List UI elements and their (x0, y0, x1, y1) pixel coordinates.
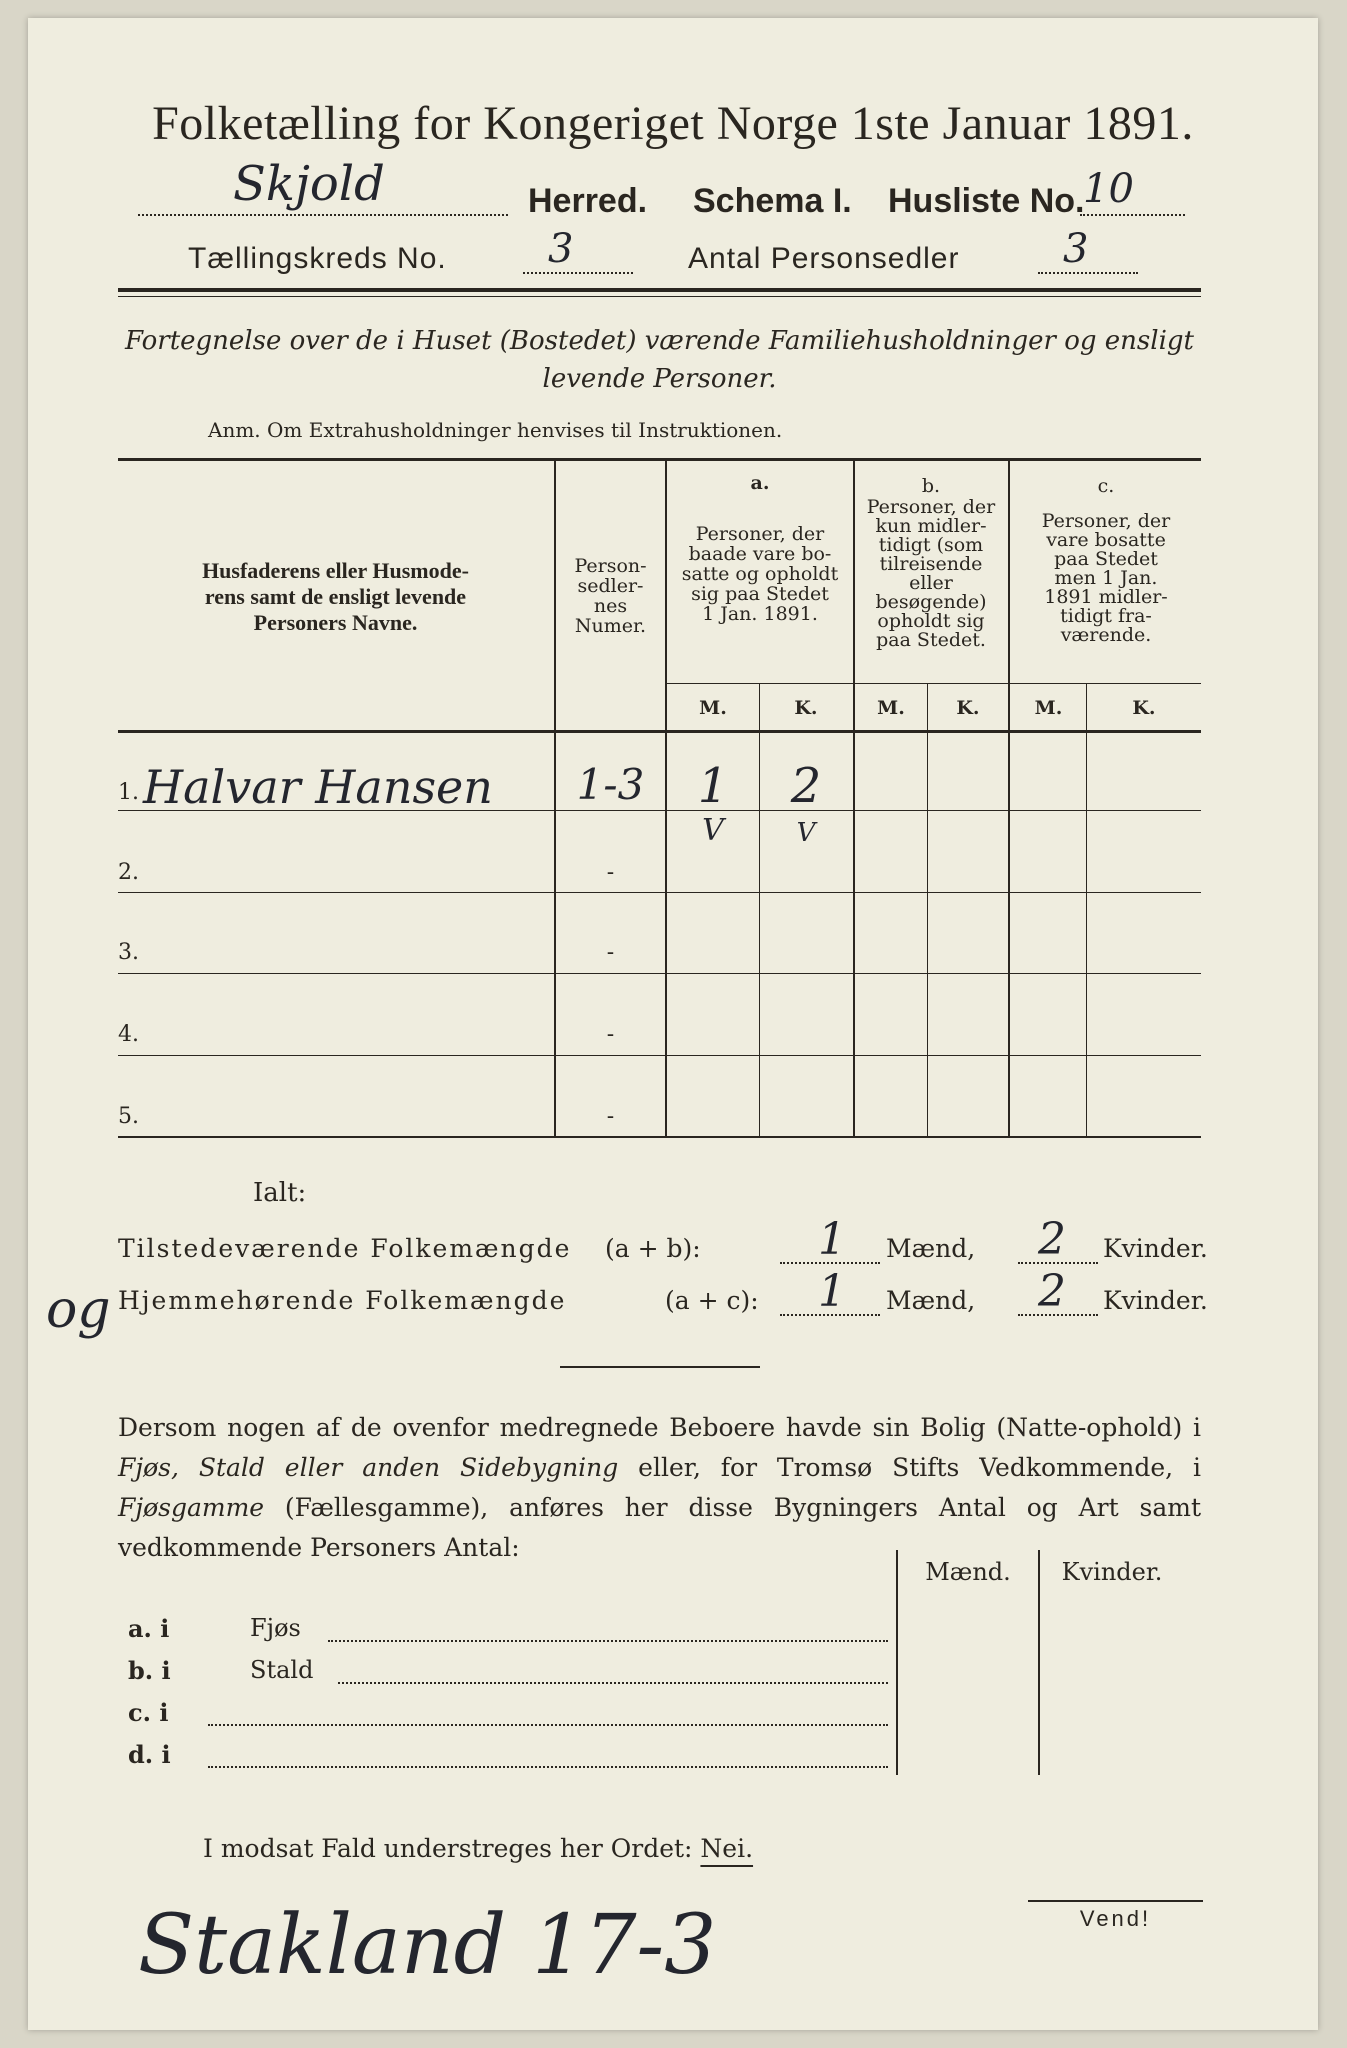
schema-label: Schema I. (693, 182, 852, 220)
nei-word: Nei. (700, 1834, 754, 1863)
intro-line-2: levende Personer. (542, 364, 777, 394)
outbuilding-c-line (208, 1706, 888, 1726)
c-header-line-1: Personer, der (1041, 510, 1171, 532)
outbuilding-c-letter: c. i (128, 1698, 169, 1727)
a-header-line-1: Personer, der (695, 523, 825, 545)
hjemme-label: Hjemmehørende Folkemængde (118, 1286, 567, 1315)
mk-subheader-rule (665, 683, 1201, 684)
row-1-a-m-value: 1 (697, 758, 729, 814)
num-header-line-3: nes (593, 595, 628, 617)
row-3-numer: - (606, 940, 615, 965)
table-bottom-rule (118, 1136, 1201, 1138)
row-rule-2 (118, 892, 1201, 893)
ialt-label: Ialt: (253, 1178, 307, 1208)
tilstede-kvinder-label: Kvinder. (1103, 1234, 1208, 1263)
hjemme-kvinder-label: Kvinder. (1103, 1286, 1208, 1315)
tilstede-kvinder-value: 2 (1038, 1214, 1066, 1265)
a-m-label: M. (699, 697, 727, 719)
outbuilding-a-label: Fjøs (250, 1614, 301, 1642)
row-number-3: 3. (118, 940, 139, 965)
b-k-label: K. (956, 697, 980, 719)
intro-text (118, 322, 1201, 398)
outbuilding-col-divider-2 (1038, 1550, 1040, 1775)
taellingskreds-number-handwritten: 3 (548, 226, 574, 272)
hjemme-maend-value: 1 (818, 1266, 846, 1317)
row-number-1: 1. (118, 780, 139, 805)
tilstede-maend-label: Mænd, (886, 1234, 976, 1263)
row-1-personsedler-numbers: 1-3 (576, 760, 645, 809)
row-rule-3 (118, 973, 1201, 974)
husliste-label: Husliste No. (888, 182, 1085, 220)
row-1-a-k-value: 2 (790, 758, 822, 814)
row-5-numer: - (606, 1104, 615, 1129)
b-header-line-1: Personer, der (866, 496, 996, 518)
a-header-line-5: 1 Jan. 1891. (702, 603, 818, 625)
paragraph-part-2: Fjøs, Stald eller anden Sidebygning (118, 1453, 619, 1482)
stakland-handwritten: Stakland 17-3 (138, 1898, 717, 1993)
col-divider-4 (1008, 458, 1010, 1138)
b-header-line-7: opholdt sig (877, 610, 985, 632)
c-header-line-4: men 1 Jan. (1054, 567, 1158, 589)
num-header-line-2: sedler- (577, 575, 644, 597)
tilstede-label: Tilstedeværende Folkemængde (118, 1234, 572, 1263)
header-rule (118, 288, 1201, 292)
anm-note: Anm. Om Extrahusholdninger henvises til Instruktionen. (208, 418, 783, 442)
outbuilding-d-letter: d. i (128, 1740, 171, 1769)
a-header-line-4: sig paa Stedet (691, 583, 829, 605)
outbuilding-paragraph (118, 1408, 1201, 1568)
b-m-label: M. (877, 697, 905, 719)
vend-label: Vend! (1079, 1906, 1152, 1931)
outbuilding-maend-header: Mænd. (925, 1558, 1011, 1586)
paragraph-part-3: eller, for Tromsø Stifts Vedkommende, i (618, 1453, 1201, 1482)
margin-og-handwritten: og (46, 1280, 111, 1340)
names-column-header (123, 558, 548, 636)
taellingskreds-dotted-line (523, 246, 633, 274)
col-b-header (856, 498, 1006, 650)
a-header-line-2: baade vare bo- (688, 543, 832, 565)
names-header-line-1: Husfaderens eller Husmode- (202, 558, 469, 583)
col-divider-2 (665, 458, 667, 1138)
c-k-label: K. (1132, 697, 1156, 719)
header-rule-thin (118, 296, 1201, 297)
b-header-line-4: tilreisende (879, 553, 983, 575)
col-divider-b-mk (927, 683, 928, 1138)
outbuilding-b-line (338, 1664, 888, 1684)
c-header-line-3: paa Stedet (1054, 548, 1158, 570)
outbuilding-b-letter: b. i (128, 1656, 171, 1685)
outbuilding-kvinder-header: Kvinder. (1061, 1558, 1163, 1586)
paragraph-part-1: Dersom nogen af de ovenfor medregnede Beboere havde sin Bolig (Natte-ophold) i (118, 1413, 1201, 1442)
c-header-line-2: vare bosatte (1046, 529, 1166, 551)
row-2-numer: - (606, 860, 615, 885)
outbuilding-b-label: Stald (250, 1656, 314, 1684)
names-header-line-2: rens samt de ensligt levende (204, 584, 467, 609)
row-1-a-k-checkmark: V (796, 818, 816, 848)
personsedler-column-header (558, 556, 663, 636)
row-rule-4 (118, 1055, 1201, 1056)
husliste-number-handwritten: 10 (1083, 166, 1134, 212)
row-1-a-m-checkmark: V (702, 813, 724, 848)
col-a-letter: a. (750, 472, 770, 494)
names-header-line-3: Personers Navne. (253, 610, 418, 635)
census-form-page (28, 18, 1318, 2030)
intro-line-1: Fortegnelse over de i Huset (Bostedet) værende Familiehusholdninger og ensligt (125, 326, 1194, 356)
b-header-line-2: kun midler- (875, 515, 987, 537)
modsat-text: I modsat Fald understreges her Ordet: (203, 1834, 693, 1863)
b-header-line-3: tidigt (som (878, 534, 984, 556)
c-m-label: M. (1034, 697, 1063, 719)
paragraph-part-5: (Fællesgamme), anføres her disse Bygningers Antal og Art samt vedkommende Personers Antal: (118, 1493, 1201, 1562)
col-divider-c-mk (1086, 683, 1087, 1138)
col-divider-1 (554, 458, 556, 1138)
b-header-line-5: eller (909, 572, 953, 594)
c-header-line-5: 1891 midler- (1044, 586, 1168, 608)
taellingskreds-label: Tællingskreds No. (188, 242, 447, 275)
herred-label: Herred. (528, 182, 648, 220)
tilstede-maend-value: 1 (818, 1214, 846, 1265)
row-number-2: 2. (118, 860, 139, 885)
hjemme-kvinder-value: 2 (1038, 1266, 1066, 1317)
col-divider-3 (853, 458, 855, 1138)
col-a-header (668, 524, 852, 624)
num-header-line-1: Person- (574, 555, 647, 577)
outbuilding-col-divider-1 (896, 1550, 898, 1775)
personsedler-label: Antal Personsedler (688, 242, 960, 275)
num-header-line-4: Numer. (574, 615, 647, 637)
a-header-line-3: satte og opholdt (681, 563, 839, 585)
table-top-rule (118, 458, 1201, 461)
vend-rule (1028, 1900, 1203, 1902)
row-4-numer: - (606, 1022, 615, 1047)
tilstede-formula: (a + b): (605, 1234, 701, 1263)
outbuilding-d-line (208, 1748, 888, 1768)
paragraph-part-4: Fjøsgamme (118, 1493, 265, 1522)
col-b-letter: b. (921, 475, 941, 497)
row-number-4: 4. (118, 1022, 139, 1047)
hjemme-maend-label: Mænd, (886, 1286, 976, 1315)
col-divider-a-mk (759, 683, 760, 1138)
row-number-5: 5. (118, 1104, 139, 1129)
b-header-line-8: paa Stedet. (876, 629, 986, 651)
col-c-header (1012, 512, 1200, 645)
outbuilding-a-line (328, 1622, 888, 1642)
section-divider (560, 1366, 760, 1368)
row-1-name-handwritten: Halvar Hansen (143, 760, 493, 814)
c-header-line-7: værende. (1060, 624, 1152, 646)
c-header-line-6: tidigt fra- (1060, 605, 1152, 627)
form-title: Folketælling for Kongeriget Norge 1ste Januar 1891. (152, 97, 1194, 150)
table-header-bottom-rule (118, 730, 1201, 733)
col-c-letter: c. (1097, 475, 1115, 497)
personsedler-count-handwritten: 3 (1063, 226, 1089, 272)
hjemme-formula: (a + c): (665, 1286, 759, 1315)
b-header-line-6: besøgende) (875, 591, 987, 613)
modsat-fald-text (203, 1834, 753, 1863)
a-k-label: K. (794, 697, 818, 719)
herred-name-handwritten: Skjold (233, 156, 385, 212)
outbuilding-a-letter: a. i (128, 1614, 170, 1643)
